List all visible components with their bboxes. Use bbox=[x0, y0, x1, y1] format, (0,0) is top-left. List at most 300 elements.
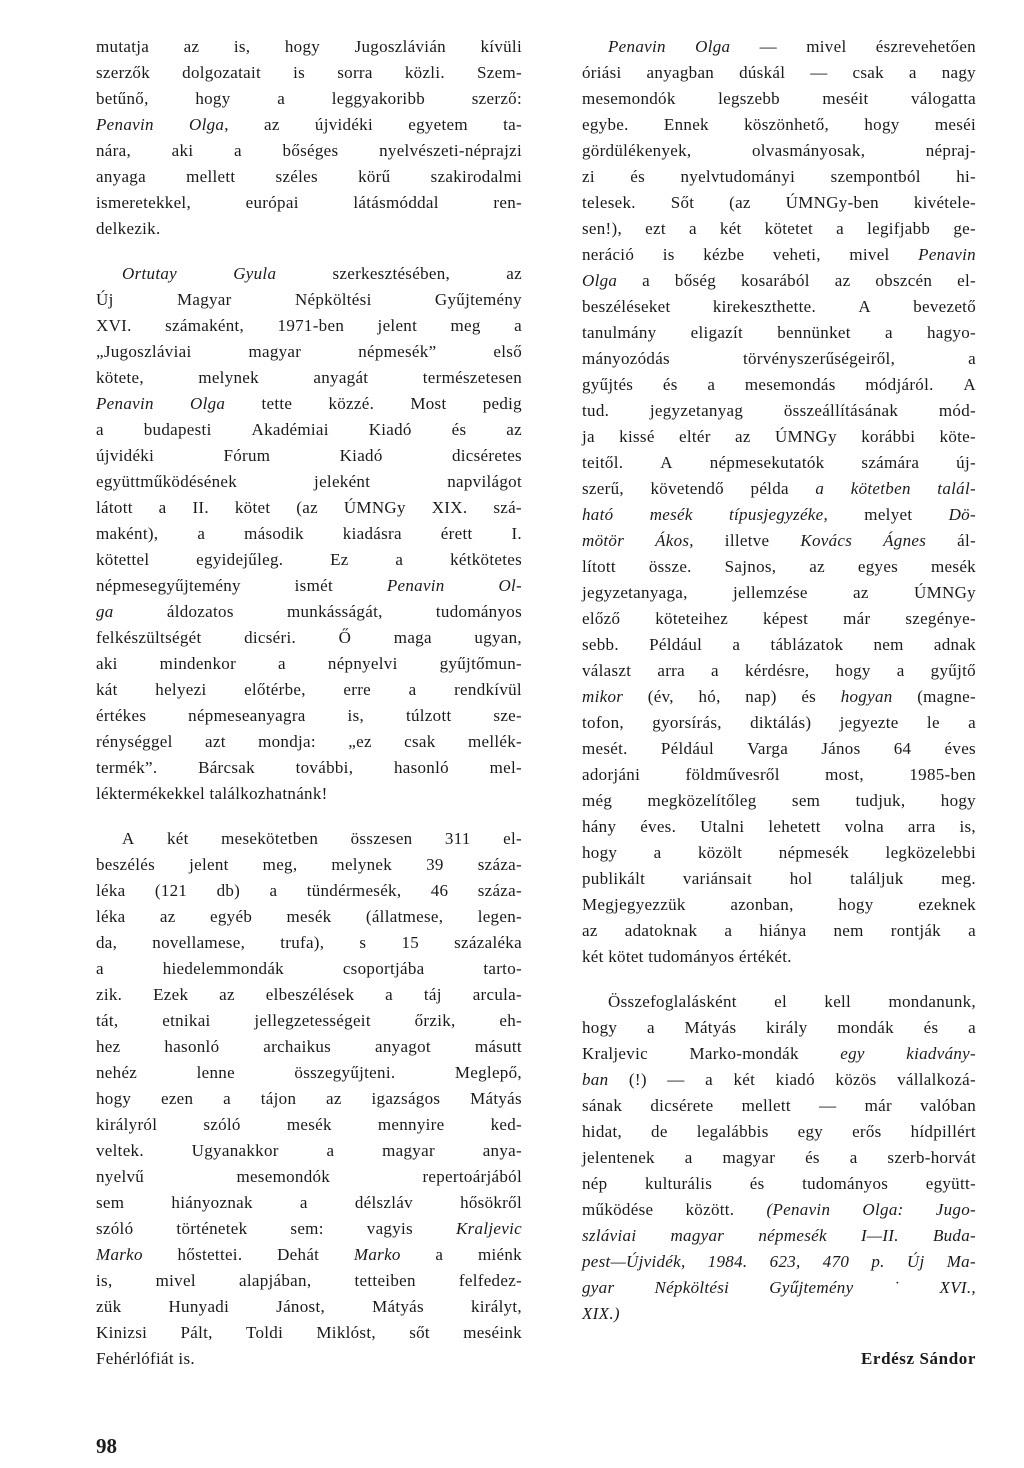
word: Kraljevic bbox=[455, 1219, 522, 1238]
word: most, bbox=[825, 765, 864, 784]
word: a bbox=[299, 1193, 308, 1212]
text-line bbox=[96, 930, 522, 956]
word: közzé. bbox=[328, 394, 375, 413]
word: találjuk bbox=[850, 869, 904, 888]
word: volna bbox=[844, 817, 884, 836]
word: kötet bbox=[234, 498, 271, 517]
text-line bbox=[96, 339, 522, 365]
word: mesekötetben bbox=[221, 829, 319, 848]
word: János bbox=[821, 739, 861, 758]
word: zük bbox=[96, 1297, 122, 1316]
word: sem bbox=[791, 791, 821, 810]
word: XIX. bbox=[431, 498, 468, 517]
word: első bbox=[493, 342, 522, 361]
word: a bbox=[836, 219, 844, 238]
word: legifjabb bbox=[867, 219, 931, 238]
word: tette bbox=[261, 394, 293, 413]
word: a bbox=[642, 271, 650, 290]
word: hidat, bbox=[582, 1122, 623, 1141]
word: (az bbox=[296, 498, 318, 517]
text-line bbox=[582, 762, 976, 788]
word: felkészültségét bbox=[96, 628, 202, 647]
word: Most bbox=[410, 394, 447, 413]
word: zi bbox=[582, 167, 595, 186]
word: délszláv bbox=[354, 1193, 413, 1212]
word: tanulmány bbox=[582, 323, 657, 342]
left-column bbox=[96, 34, 522, 1372]
word: szá- bbox=[493, 498, 522, 517]
word: egyes bbox=[857, 557, 899, 576]
text-line bbox=[582, 866, 976, 892]
word: népnyelvi bbox=[327, 654, 398, 673]
text-line bbox=[96, 365, 522, 391]
word: Marko bbox=[96, 1245, 143, 1264]
word: tát, bbox=[96, 1011, 119, 1030]
word: jeleként bbox=[314, 472, 371, 491]
word: közli. bbox=[404, 63, 445, 82]
word: lenne bbox=[196, 1063, 235, 1082]
word: jelentenek bbox=[582, 1148, 655, 1167]
word: a bbox=[326, 1141, 335, 1160]
word: a bbox=[96, 420, 104, 439]
word: meséit bbox=[822, 89, 869, 108]
word: teitől. bbox=[582, 453, 624, 472]
text-line bbox=[582, 268, 976, 294]
word: népraj- bbox=[925, 141, 976, 160]
word: már bbox=[864, 1096, 892, 1115]
word: s bbox=[359, 933, 367, 952]
text-line bbox=[96, 1138, 522, 1164]
word: népmesegyűjtemény bbox=[96, 576, 241, 595]
word: földművesről bbox=[685, 765, 780, 784]
word: dicséri. bbox=[244, 628, 297, 647]
word: Népköltési bbox=[294, 290, 372, 309]
text-line bbox=[582, 1067, 976, 1093]
word: a bbox=[705, 1070, 713, 1089]
word: a bbox=[514, 316, 522, 335]
word: Buda- bbox=[932, 1226, 976, 1245]
word: etnikai bbox=[162, 1011, 211, 1030]
word: mesék bbox=[286, 1115, 332, 1134]
word: 46 bbox=[430, 881, 449, 900]
word: 1984. bbox=[707, 1252, 748, 1271]
text-line bbox=[582, 918, 976, 944]
text-run: léktermékekkel találkozhatnánk! bbox=[96, 784, 328, 803]
word: meg. bbox=[941, 869, 976, 888]
word: mondanunk, bbox=[888, 992, 976, 1011]
word: meg, bbox=[262, 855, 298, 874]
text-line bbox=[96, 1294, 522, 1320]
word: nyelvtudományi bbox=[680, 167, 796, 186]
text-line bbox=[96, 1216, 522, 1242]
word: érett bbox=[440, 524, 473, 543]
word: ked- bbox=[490, 1115, 522, 1134]
text-line bbox=[582, 1275, 976, 1301]
word: sának bbox=[582, 1096, 623, 1115]
word: a bbox=[269, 881, 278, 900]
text-line bbox=[96, 982, 522, 1008]
word: a bbox=[197, 524, 206, 543]
word: hiánya bbox=[759, 921, 807, 940]
word: széles bbox=[275, 167, 318, 186]
word: mötör bbox=[582, 531, 625, 550]
word: a bbox=[158, 498, 167, 517]
word: archaikus bbox=[263, 1037, 332, 1056]
word: anyaga bbox=[96, 167, 146, 186]
word: az bbox=[582, 921, 598, 940]
word: obszcén bbox=[875, 271, 933, 290]
word: kiadó bbox=[775, 1070, 815, 1089]
word: hőstettei. bbox=[177, 1245, 243, 1264]
text-line bbox=[582, 710, 976, 736]
word: ható bbox=[582, 505, 614, 524]
word: gyorsírás, bbox=[652, 713, 722, 732]
text-line bbox=[96, 677, 522, 703]
word: Mátyás bbox=[470, 1089, 522, 1108]
text-line bbox=[582, 580, 976, 606]
word: látott bbox=[96, 498, 133, 517]
word: természetesen bbox=[422, 368, 522, 387]
word bbox=[189, 112, 229, 138]
word: Penavin bbox=[918, 245, 976, 264]
word: legszebb bbox=[718, 89, 780, 108]
word: már bbox=[843, 609, 871, 628]
word: magyar bbox=[722, 1148, 776, 1167]
text-line bbox=[96, 852, 522, 878]
text-line bbox=[96, 164, 522, 190]
text-line bbox=[582, 242, 976, 268]
word: Ol- bbox=[498, 576, 522, 595]
word: közölt bbox=[697, 843, 743, 862]
word: ismeretekkel, bbox=[96, 193, 192, 212]
word: Meglepő, bbox=[454, 1063, 522, 1082]
text-line bbox=[582, 606, 976, 632]
word: második bbox=[244, 524, 304, 543]
word: mesék bbox=[931, 557, 976, 576]
word: magyar bbox=[382, 1141, 435, 1160]
word: hídpillért bbox=[910, 1122, 976, 1141]
word: mellett bbox=[741, 1096, 791, 1115]
word: a bbox=[968, 1018, 976, 1037]
word: hogy bbox=[195, 89, 231, 108]
text-line bbox=[96, 1060, 522, 1086]
text-line bbox=[582, 1015, 976, 1041]
word: király bbox=[766, 1018, 808, 1037]
word: erre bbox=[343, 680, 372, 699]
word: neráció bbox=[582, 245, 635, 264]
word: is, bbox=[959, 817, 976, 836]
word: kétkötetes bbox=[450, 550, 522, 569]
word: a bbox=[395, 550, 404, 569]
word: példa bbox=[750, 479, 789, 498]
word: csak bbox=[852, 63, 884, 82]
word: azonban, bbox=[730, 895, 794, 914]
word: új- bbox=[956, 453, 976, 472]
word: száza- bbox=[477, 881, 522, 900]
word: Sőt bbox=[670, 193, 695, 212]
word: kívüli bbox=[480, 37, 522, 56]
text-line bbox=[96, 60, 522, 86]
word: európai bbox=[245, 193, 299, 212]
text-line bbox=[582, 528, 976, 554]
word: — bbox=[810, 63, 828, 82]
word: nép bbox=[582, 1174, 608, 1193]
word: az bbox=[506, 264, 522, 283]
word: Ortutay bbox=[122, 264, 177, 283]
word: mellett bbox=[186, 167, 236, 186]
word: egyidejűleg. bbox=[196, 550, 284, 569]
word: mondák bbox=[837, 1018, 894, 1037]
text-line bbox=[96, 904, 522, 930]
text-line bbox=[96, 391, 522, 417]
word: köszönhető, bbox=[744, 115, 830, 134]
word: hiányoznak bbox=[171, 1193, 253, 1212]
word: Bárcsak bbox=[198, 758, 255, 777]
word: a bbox=[408, 680, 417, 699]
word: beszélés bbox=[96, 855, 156, 874]
word: és bbox=[451, 420, 467, 439]
text-line bbox=[582, 502, 976, 528]
word: hogy bbox=[582, 843, 618, 862]
word: 470 bbox=[822, 1252, 850, 1271]
word: mikor bbox=[582, 687, 624, 706]
word: az bbox=[326, 1089, 342, 1108]
word: kulturális bbox=[645, 1174, 713, 1193]
word: kivétele- bbox=[913, 193, 976, 212]
word: ja bbox=[582, 427, 595, 446]
word: tarto- bbox=[483, 959, 522, 978]
word: maga bbox=[393, 628, 432, 647]
word: (!) bbox=[628, 1070, 647, 1089]
text-line bbox=[582, 398, 976, 424]
word: Sajnos, bbox=[724, 557, 777, 576]
word: aki bbox=[171, 141, 194, 160]
word: dicséretes bbox=[451, 446, 522, 465]
text-line bbox=[582, 1197, 976, 1223]
word: hasonló bbox=[164, 1037, 220, 1056]
word: anyagot bbox=[375, 1037, 431, 1056]
word: Ma- bbox=[946, 1252, 976, 1271]
word: Összefoglalásként bbox=[608, 992, 737, 1011]
author-signature bbox=[582, 1346, 976, 1372]
word: bennünket bbox=[777, 323, 851, 342]
word: köteteihez bbox=[655, 609, 729, 628]
word: meséink bbox=[463, 1323, 522, 1342]
word: Gyűjtemény bbox=[769, 1278, 854, 1297]
word: hez bbox=[96, 1037, 121, 1056]
word: egyetem bbox=[408, 115, 468, 134]
word: kiadvány- bbox=[906, 1044, 976, 1063]
text-line bbox=[96, 190, 522, 216]
word: és bbox=[801, 687, 817, 706]
word: Miklóst, bbox=[316, 1323, 376, 1342]
word: másutt bbox=[474, 1037, 522, 1056]
word: törvényszerűségeiről, bbox=[742, 349, 896, 368]
word: mesét. bbox=[582, 739, 628, 758]
word: Olga bbox=[695, 37, 731, 56]
word: A bbox=[660, 453, 673, 472]
word: és bbox=[923, 1018, 939, 1037]
word: Fórum bbox=[223, 446, 271, 465]
word: 311 bbox=[444, 829, 471, 848]
word: kézbe bbox=[703, 245, 745, 264]
word: helyezi bbox=[155, 680, 207, 699]
word: arra bbox=[657, 661, 685, 680]
word: egy bbox=[840, 1044, 865, 1063]
text-line bbox=[582, 164, 976, 190]
word: szakirodalmi bbox=[430, 167, 522, 186]
word: csoportjába bbox=[342, 959, 425, 978]
word: adnak bbox=[933, 635, 976, 654]
word: Új bbox=[96, 290, 114, 309]
word: Ő bbox=[338, 628, 352, 647]
word: hi- bbox=[956, 167, 976, 186]
word: nem bbox=[873, 635, 904, 654]
word: magyar bbox=[670, 1226, 725, 1245]
word: ren- bbox=[493, 193, 522, 212]
word: ta- bbox=[503, 115, 522, 134]
word: követendő bbox=[650, 479, 724, 498]
word: gördülékenyek, bbox=[582, 141, 692, 160]
text-line bbox=[96, 878, 522, 904]
word: együttműködésének bbox=[96, 472, 238, 491]
word: XVI. bbox=[96, 316, 132, 335]
word: az bbox=[834, 271, 851, 290]
word: az bbox=[853, 583, 869, 602]
word: ÚMNGy bbox=[343, 498, 406, 517]
word: A bbox=[858, 297, 871, 316]
word: túlzott bbox=[405, 706, 452, 725]
word: (az bbox=[729, 193, 751, 212]
word: nagy bbox=[941, 63, 976, 82]
word: Ágnes bbox=[883, 531, 927, 550]
word: (121 bbox=[154, 881, 188, 900]
word: a bbox=[815, 479, 825, 498]
word: újvidéki bbox=[314, 115, 374, 134]
word: nyelvű bbox=[96, 1167, 145, 1186]
word: ál- bbox=[957, 531, 976, 550]
word: történetek bbox=[176, 1219, 248, 1238]
word: választ bbox=[582, 661, 632, 680]
text-line bbox=[96, 495, 522, 521]
word: szóló bbox=[96, 1219, 134, 1238]
text-run: két kötet tudományos értékét. bbox=[582, 947, 792, 966]
word: újvidéki bbox=[96, 446, 155, 465]
word: hogy bbox=[835, 661, 871, 680]
word: szláviai bbox=[582, 1226, 637, 1245]
word: a bbox=[688, 219, 697, 238]
text-line bbox=[582, 320, 976, 346]
word: — bbox=[759, 37, 777, 56]
word: igazságos bbox=[371, 1089, 441, 1108]
word: hogy bbox=[864, 115, 900, 134]
text-line bbox=[96, 417, 522, 443]
word: hó, bbox=[698, 687, 721, 706]
word: p. bbox=[871, 1252, 885, 1271]
word: a bbox=[234, 141, 242, 160]
text-line bbox=[96, 261, 522, 287]
word: népmeseanyagra bbox=[188, 706, 306, 725]
text-line bbox=[96, 216, 522, 242]
word: egyéb bbox=[210, 907, 253, 926]
word: Ugyanakkor bbox=[191, 1141, 279, 1160]
word: mellék- bbox=[467, 732, 522, 751]
word: budapesti bbox=[143, 420, 212, 439]
word: Toldi bbox=[245, 1323, 284, 1342]
text-line bbox=[96, 112, 522, 138]
word: meg bbox=[450, 316, 481, 335]
word: Marko bbox=[353, 1245, 401, 1264]
text-line bbox=[582, 1223, 976, 1249]
word: arra bbox=[907, 817, 936, 836]
word: az bbox=[183, 37, 200, 56]
text-line bbox=[582, 216, 976, 242]
word: Kovács bbox=[800, 531, 853, 550]
word: sebb. bbox=[582, 635, 619, 654]
word: óriási bbox=[582, 63, 622, 82]
word: — bbox=[819, 1096, 837, 1115]
text-line bbox=[96, 755, 522, 781]
word: (év, bbox=[647, 687, 674, 706]
word: 623, bbox=[769, 1252, 801, 1271]
word: A bbox=[122, 829, 135, 848]
word: napvilágot bbox=[447, 472, 522, 491]
word: legen- bbox=[477, 907, 522, 926]
word: is bbox=[293, 63, 306, 82]
word: ban bbox=[582, 1070, 609, 1089]
word: összesen bbox=[350, 829, 413, 848]
text-line bbox=[96, 443, 522, 469]
word: le bbox=[926, 713, 940, 732]
word: ezeknek bbox=[918, 895, 976, 914]
word: hogy bbox=[582, 1018, 618, 1037]
word: de bbox=[651, 1122, 668, 1141]
word: értékes bbox=[96, 706, 147, 725]
text-line bbox=[582, 788, 976, 814]
word: melynek bbox=[331, 855, 393, 874]
word: vagyis bbox=[366, 1219, 413, 1238]
text-line bbox=[582, 658, 976, 684]
word: Kraljevic bbox=[582, 1044, 648, 1063]
word: a bbox=[707, 375, 716, 394]
word: Kiadó bbox=[368, 420, 412, 439]
word: dolgozatait bbox=[182, 63, 261, 82]
text-line bbox=[96, 287, 522, 313]
word: Jánost, bbox=[276, 1297, 326, 1316]
word: anyagát bbox=[313, 368, 369, 387]
word: tudjuk, bbox=[855, 791, 906, 810]
word: — bbox=[667, 1070, 685, 1089]
word: és bbox=[749, 1174, 765, 1193]
text-line bbox=[96, 34, 522, 60]
word: szerző: bbox=[471, 89, 522, 108]
word: a bbox=[968, 921, 976, 940]
word: (Penavin bbox=[766, 1200, 831, 1219]
word: is, bbox=[233, 37, 251, 56]
word: Olga bbox=[582, 271, 618, 290]
word: telesek. bbox=[582, 193, 636, 212]
text-line bbox=[582, 1249, 976, 1275]
word: léka bbox=[96, 907, 126, 926]
text-line bbox=[96, 729, 522, 755]
word: Dö- bbox=[948, 505, 976, 524]
text-line bbox=[96, 469, 522, 495]
word: A bbox=[963, 375, 976, 394]
text-line bbox=[96, 703, 522, 729]
word: a bbox=[277, 89, 286, 108]
word: elbeszélések bbox=[265, 985, 355, 1004]
word: meséi bbox=[934, 115, 976, 134]
